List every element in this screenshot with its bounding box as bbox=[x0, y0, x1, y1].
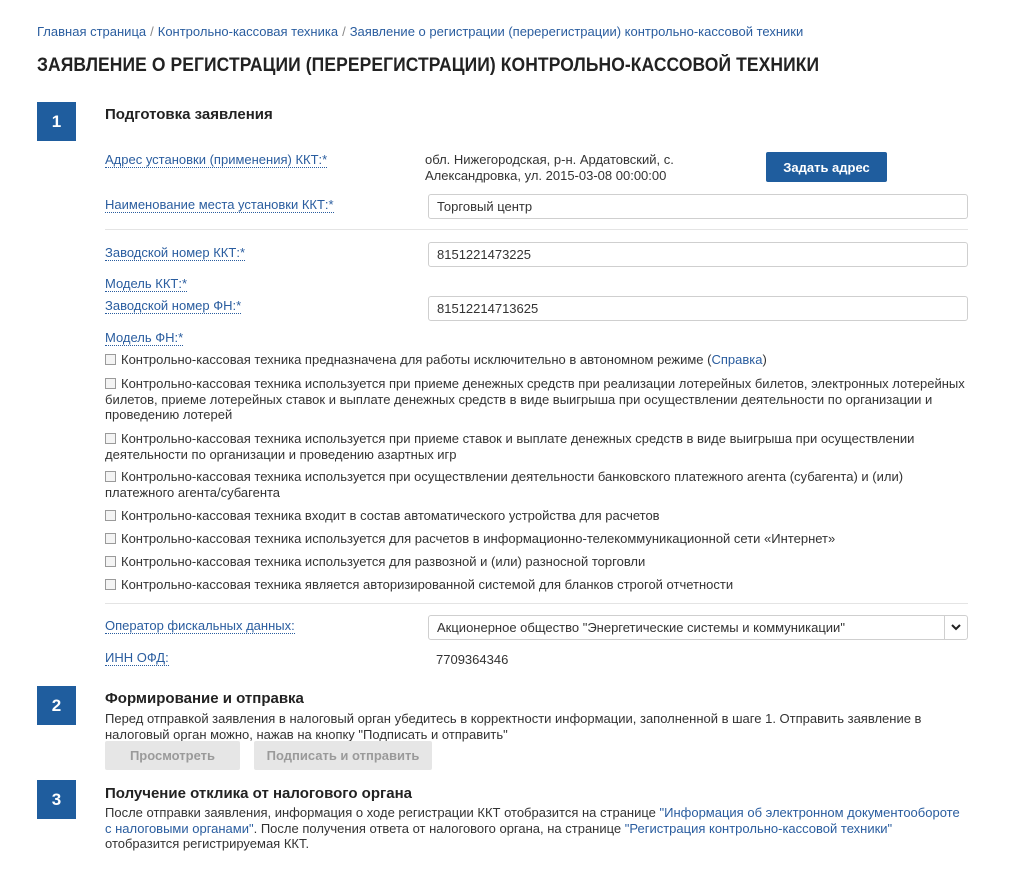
help-link[interactable]: Справка bbox=[711, 352, 763, 367]
checkbox-payment-agent-label: Контрольно-кассовая техника используется при осуществлении деятельности банковского платежного агента (субагента) и (или) платежного агента/субагента bbox=[105, 469, 904, 500]
checkbox-peddling-row bbox=[105, 554, 975, 570]
required-mark: * bbox=[328, 197, 334, 212]
step-2-description-line1: Перед отправкой заявления в налоговый орган убедитесь в корректности информации, заполненной в шаге 1. Отправить заявление в bbox=[105, 711, 922, 726]
ofd-select-value: Акционерное общество "Энергетические системы и коммуникации" bbox=[437, 620, 845, 635]
address-value bbox=[425, 152, 725, 184]
checkbox-strict-forms-label: Контрольно-кассовая техника является авторизированной системой для бланков строгой отчетности bbox=[121, 577, 734, 592]
checkbox-autonomous[interactable] bbox=[105, 354, 116, 365]
checkbox-payment-agent[interactable] bbox=[105, 471, 116, 482]
checkbox-autonomous-close: ) bbox=[762, 352, 767, 367]
address-value-line1: обл. Нижегородская, р-н. Ардатовский, с. bbox=[425, 152, 674, 167]
checkbox-lottery[interactable] bbox=[105, 378, 116, 389]
model-kkt-label-text: Модель ККТ: bbox=[105, 276, 182, 291]
sign-and-send-button[interactable]: Подписать и отправить bbox=[254, 741, 432, 770]
step-2-description-line2: налоговый орган можно, нажав на кнопку "Подписать и отправить" bbox=[105, 726, 508, 742]
set-address-button[interactable]: Задать адрес bbox=[766, 152, 887, 182]
required-mark: * bbox=[322, 152, 328, 167]
chevron-down-icon[interactable] bbox=[944, 616, 967, 639]
checkbox-strict-forms-row bbox=[105, 577, 975, 593]
checkbox-gambling-row bbox=[105, 431, 975, 462]
checkbox-peddling[interactable] bbox=[105, 556, 116, 567]
checkbox-internet[interactable] bbox=[105, 533, 116, 544]
serial-fn-label[interactable] bbox=[105, 298, 241, 314]
place-name-label[interactable] bbox=[105, 197, 334, 213]
serial-kkt-label[interactable] bbox=[105, 245, 245, 261]
model-fn-label-text: Модель ФН: bbox=[105, 330, 179, 345]
checkbox-lottery-label: Контрольно-кассовая техника используется при приеме денежных средств при реализации лотерейных билетов, электронных лотерейных билетов, приеме лотерейных ставок и выплате денежных средств в виде выигрыша при осуществлении деятельности по организации и проведению лотерей bbox=[105, 376, 965, 422]
edo-info-link[interactable]: "Информация об электронном документообороте с налоговыми органами" bbox=[105, 805, 960, 836]
serial-kkt-input[interactable]: 8151221473225 bbox=[428, 242, 968, 267]
step-3-badge: 3 bbox=[37, 780, 76, 819]
required-mark: * bbox=[239, 245, 245, 260]
step-2-description bbox=[105, 711, 975, 742]
ofd-select[interactable] bbox=[428, 615, 968, 640]
checkbox-autonomous-row bbox=[105, 352, 975, 368]
serial-fn-label-text: Заводской номер ФН: bbox=[105, 298, 237, 313]
checkbox-automatic-device[interactable] bbox=[105, 510, 116, 521]
checkbox-autonomous-label: Контрольно-кассовая техника предназначена для работы исключительно в автономном режиме ( bbox=[121, 352, 712, 367]
step-3-title: Получение отклика от налогового органа bbox=[105, 785, 412, 802]
checkbox-internet-label: Контрольно-кассовая техника используется для расчетов в информационно-телекоммуникационной сети «Интернет» bbox=[121, 531, 836, 546]
checkbox-automatic-device-label: Контрольно-кассовая техника входит в состав автоматического устройства для расчетов bbox=[121, 508, 660, 523]
step-2-badge: 2 bbox=[37, 686, 76, 725]
checkbox-peddling-label: Контрольно-кассовая техника используется для развозной и (или) разносной торговли bbox=[121, 554, 646, 569]
address-label-text: Адрес установки (применения) ККТ: bbox=[105, 152, 323, 167]
breadcrumb-separator: / bbox=[150, 24, 154, 39]
step-1-title: Подготовка заявления bbox=[105, 106, 273, 123]
inn-label[interactable]: ИНН ОФД: bbox=[105, 650, 169, 665]
serial-kkt-label-text: Заводской номер ККТ: bbox=[105, 245, 240, 260]
checkbox-strict-forms[interactable] bbox=[105, 579, 116, 590]
step-3-description bbox=[105, 805, 965, 852]
required-mark: * bbox=[181, 276, 188, 291]
place-name-label-text: Наименование места установки ККТ: bbox=[105, 197, 329, 212]
breadcrumb-home-link[interactable]: Главная страница bbox=[37, 24, 147, 39]
address-label[interactable] bbox=[105, 152, 327, 168]
breadcrumb bbox=[37, 24, 803, 39]
breadcrumb-kkt-link[interactable]: Контрольно-кассовая техника bbox=[157, 24, 339, 39]
model-fn-label[interactable] bbox=[105, 330, 183, 346]
step-1-badge: 1 bbox=[37, 102, 76, 141]
checkbox-gambling[interactable] bbox=[105, 433, 116, 444]
address-value-line2: Александровка, ул. 2015-03-08 00:00:00 bbox=[425, 168, 667, 183]
kkt-registration-link[interactable]: "Регистрация контрольно-кассовой техники" bbox=[624, 820, 893, 836]
model-kkt-label[interactable] bbox=[105, 276, 187, 292]
required-mark: * bbox=[236, 298, 242, 313]
checkbox-automatic-device-row bbox=[105, 508, 975, 524]
ofd-label[interactable]: Оператор фискальных данных: bbox=[105, 618, 295, 633]
required-mark: * bbox=[178, 330, 184, 345]
breadcrumb-current-link[interactable]: Заявление о регистрации (перерегистрации) контрольно-кассовой техники bbox=[349, 24, 804, 39]
view-button[interactable]: Просмотреть bbox=[105, 741, 240, 770]
place-name-input[interactable]: Торговый центр bbox=[428, 194, 968, 219]
divider bbox=[105, 603, 968, 604]
step-2-title: Формирование и отправка bbox=[105, 690, 304, 707]
serial-fn-input[interactable]: 81512214713625 bbox=[428, 296, 968, 321]
step-3-desc-text: После отправки заявления, информация о ходе регистрации ККТ отобразится на странице bbox=[105, 805, 660, 820]
checkbox-payment-agent-row bbox=[105, 469, 975, 500]
breadcrumb-separator: / bbox=[342, 24, 346, 39]
page-title: ЗАЯВЛЕНИЕ О РЕГИСТРАЦИИ (ПЕРЕРЕГИСТРАЦИИ) КОНТРОЛЬНО-КАССОВОЙ ТЕХНИКИ bbox=[37, 55, 820, 76]
checkbox-internet-row bbox=[105, 531, 975, 547]
divider bbox=[105, 229, 968, 230]
checkbox-gambling-label: Контрольно-кассовая техника используется при приеме ставок и выплате денежных средств в виде выигрыша при осуществлении деятельности по организации и проведению азартных игр bbox=[105, 431, 915, 462]
step-3-desc-text: отобразится регистрируемая ККТ. bbox=[105, 836, 310, 851]
step-3-desc-text: . После получения ответа от налогового органа, на странице bbox=[253, 820, 625, 836]
inn-value: 7709364346 bbox=[436, 652, 509, 667]
checkbox-lottery-row bbox=[105, 376, 975, 423]
